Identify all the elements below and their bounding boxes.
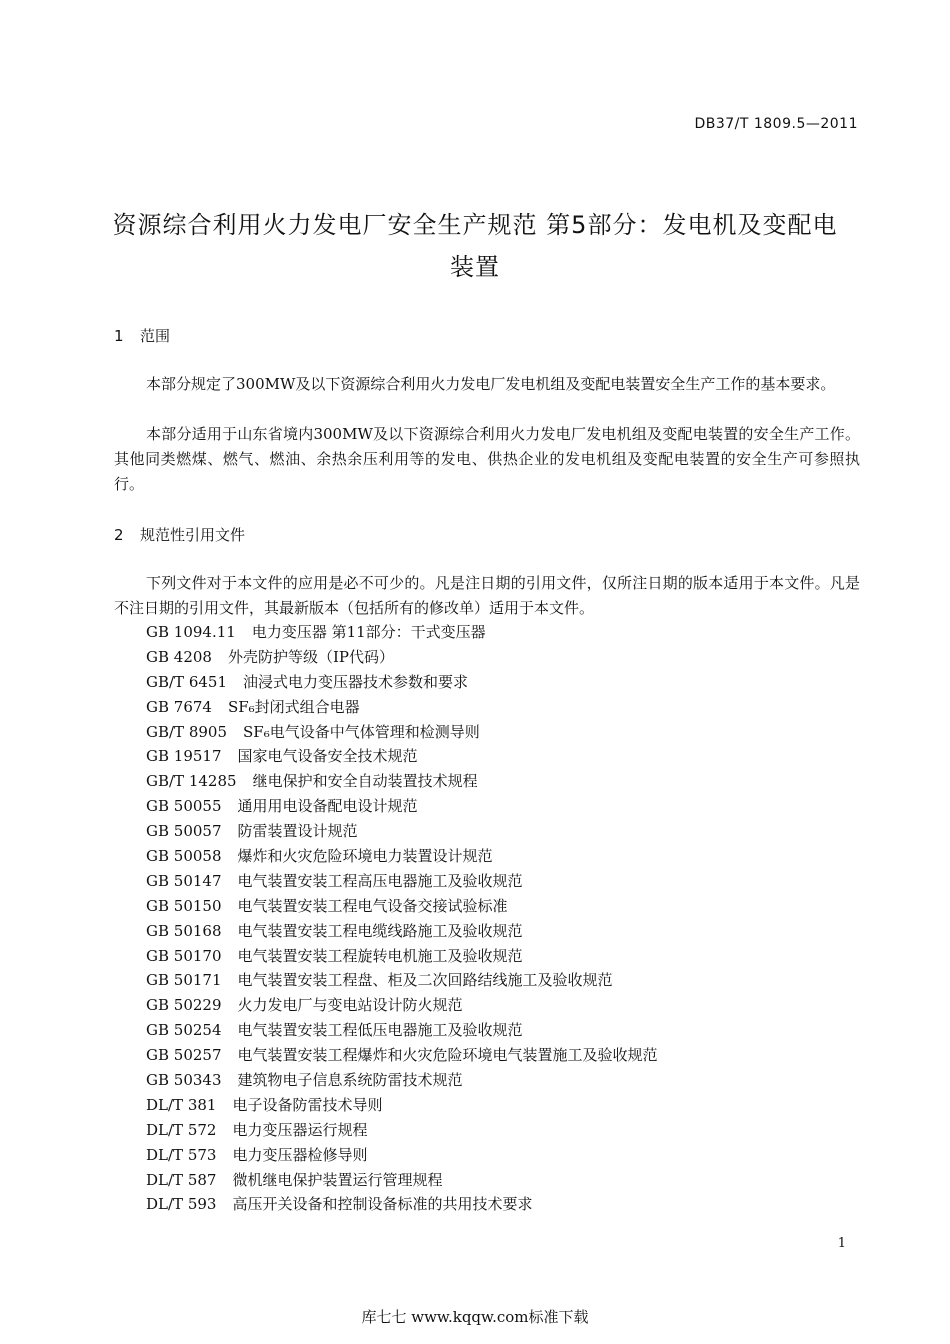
reference-item bbox=[146, 819, 658, 844]
reference-title: 油浸式电力变压器技术参数和要求 bbox=[243, 672, 469, 691]
reference-item bbox=[146, 1143, 658, 1168]
section-heading-references bbox=[114, 524, 245, 545]
reference-item bbox=[146, 993, 658, 1018]
reference-code: GB 50257 bbox=[146, 1046, 222, 1065]
reference-item bbox=[146, 769, 658, 794]
document-title bbox=[0, 204, 950, 288]
reference-code: GB 4208 bbox=[146, 647, 212, 666]
reference-code: GB 50057 bbox=[146, 822, 222, 841]
reference-item bbox=[146, 645, 658, 670]
reference-item bbox=[146, 919, 658, 944]
reference-title: 电气装置安装工程高压电器施工及验收规范 bbox=[237, 871, 523, 890]
reference-title: 电气装置安装工程盘、柜及二次回路结线施工及验收规范 bbox=[237, 971, 613, 990]
reference-title: 建筑物电子信息系统防雷技术规范 bbox=[237, 1071, 463, 1090]
reference-title: 电子设备防雷技术导则 bbox=[232, 1095, 383, 1114]
reference-code: GB 7674 bbox=[146, 697, 212, 716]
reference-item bbox=[146, 670, 658, 695]
reference-item bbox=[146, 1068, 658, 1093]
title-line-2: 装置 bbox=[450, 253, 500, 281]
reference-item bbox=[146, 944, 658, 969]
reference-code: DL/T 593 bbox=[146, 1195, 217, 1214]
reference-title: 爆炸和火灾危险环境电力装置设计规范 bbox=[237, 847, 493, 866]
title-line-1: 资源综合利用火力发电厂安全生产规范 第5部分：发电机及变配电 bbox=[112, 211, 838, 239]
reference-title: 电气装置安装工程爆炸和火灾危险环境电气装置施工及验收规范 bbox=[237, 1046, 658, 1065]
reference-code: GB 50254 bbox=[146, 1021, 222, 1040]
reference-code: DL/T 573 bbox=[146, 1145, 217, 1164]
reference-title: 火力发电厂与变电站设计防火规范 bbox=[237, 996, 463, 1015]
reference-title: 继电保护和安全自动装置技术规程 bbox=[252, 772, 478, 791]
reference-code: GB 50058 bbox=[146, 847, 222, 866]
reference-title: SF₆封闭式组合电器 bbox=[227, 697, 360, 716]
reference-item bbox=[146, 1043, 658, 1068]
reference-title: 电气装置安装工程低压电器施工及验收规范 bbox=[237, 1021, 523, 1040]
paragraph: 本部分适用于山东省境内300MW及以下资源综合利用火力发电厂发电机组及变配电装置的安全生产工作。其他同类燃煤、燃气、燃油、余热余压利用等的发电、供热企业的发电机组及变配电装置的安全生产可参照执行。 bbox=[114, 425, 860, 493]
reference-item bbox=[146, 1192, 658, 1217]
reference-code: DL/T 381 bbox=[146, 1095, 217, 1114]
reference-list bbox=[146, 620, 658, 1217]
reference-item bbox=[146, 968, 658, 993]
reference-code: DL/T 587 bbox=[146, 1170, 217, 1189]
reference-code: GB/T 14285 bbox=[146, 772, 237, 791]
footer-watermark: 库七七 www.kqqw.com标准下载 bbox=[361, 1308, 589, 1326]
reference-code: GB 50147 bbox=[146, 871, 222, 890]
reference-title: 电气装置安装工程旋转电机施工及验收规范 bbox=[237, 946, 523, 965]
reference-item bbox=[146, 744, 658, 769]
reference-item bbox=[146, 794, 658, 819]
reference-item bbox=[146, 620, 658, 645]
section-title: 规范性引用文件 bbox=[140, 526, 246, 544]
reference-code: GB 50150 bbox=[146, 896, 222, 915]
reference-item bbox=[146, 894, 658, 919]
reference-code: GB 1094.11 bbox=[146, 623, 236, 641]
paragraph: 下列文件对于本文件的应用是必不可少的。凡是注日期的引用文件，仅所注日期的版本适用于本文件。凡是不注日期的引用文件，其最新版本（包括所有的修改单）适用于本文件。 bbox=[114, 574, 860, 617]
page-number: 1 bbox=[837, 1236, 846, 1251]
reference-code: DL/T 572 bbox=[146, 1120, 217, 1139]
reference-title: 通用用电设备配电设计规范 bbox=[237, 797, 418, 816]
reference-code: GB 50343 bbox=[146, 1071, 222, 1090]
reference-title: 电力变压器检修导则 bbox=[232, 1145, 368, 1164]
reference-title: 高压开关设备和控制设备标准的共用技术要求 bbox=[232, 1195, 533, 1214]
reference-item bbox=[146, 1168, 658, 1193]
reference-title: 电力变压器 第11部分：干式变压器 bbox=[251, 623, 486, 641]
reference-title: 外壳防护等级（IP代码） bbox=[227, 647, 394, 666]
reference-code: GB 50168 bbox=[146, 921, 222, 940]
reference-item bbox=[146, 720, 658, 745]
reference-title: 微机继电保护装置运行管理规程 bbox=[232, 1170, 443, 1189]
reference-item bbox=[146, 844, 658, 869]
reference-code: GB/T 6451 bbox=[146, 672, 228, 691]
reference-title: SF₆电气设备中气体管理和检测导则 bbox=[243, 722, 480, 741]
reference-item bbox=[146, 695, 658, 720]
reference-item bbox=[146, 1118, 658, 1143]
reference-title: 电气装置安装工程电气设备交接试验标准 bbox=[237, 896, 508, 915]
reference-title: 电力变压器运行规程 bbox=[232, 1120, 368, 1139]
reference-code: GB 50229 bbox=[146, 996, 222, 1015]
reference-item bbox=[146, 1018, 658, 1043]
reference-code: GB 19517 bbox=[146, 747, 222, 766]
section-heading-scope bbox=[114, 325, 170, 346]
reference-code: GB 50171 bbox=[146, 971, 222, 990]
reference-code: GB 50170 bbox=[146, 946, 222, 965]
reference-item bbox=[146, 1093, 658, 1118]
section-number: 1 bbox=[114, 327, 124, 345]
paragraph: 本部分规定了300MW及以下资源综合利用火力发电厂发电机组及变配电装置安全生产工作的基本要求。 bbox=[146, 375, 836, 393]
section-title: 范围 bbox=[140, 327, 171, 345]
reference-code: GB/T 8905 bbox=[146, 722, 228, 741]
reference-code: GB 50055 bbox=[146, 797, 222, 816]
reference-item bbox=[146, 869, 658, 894]
doc-code: DB37/T 1809.5—2011 bbox=[694, 116, 858, 132]
section-number: 2 bbox=[114, 526, 124, 544]
reference-title: 电气装置安装工程电缆线路施工及验收规范 bbox=[237, 921, 523, 940]
reference-title: 防雷装置设计规范 bbox=[237, 822, 358, 841]
reference-title: 国家电气设备安全技术规范 bbox=[237, 747, 418, 766]
